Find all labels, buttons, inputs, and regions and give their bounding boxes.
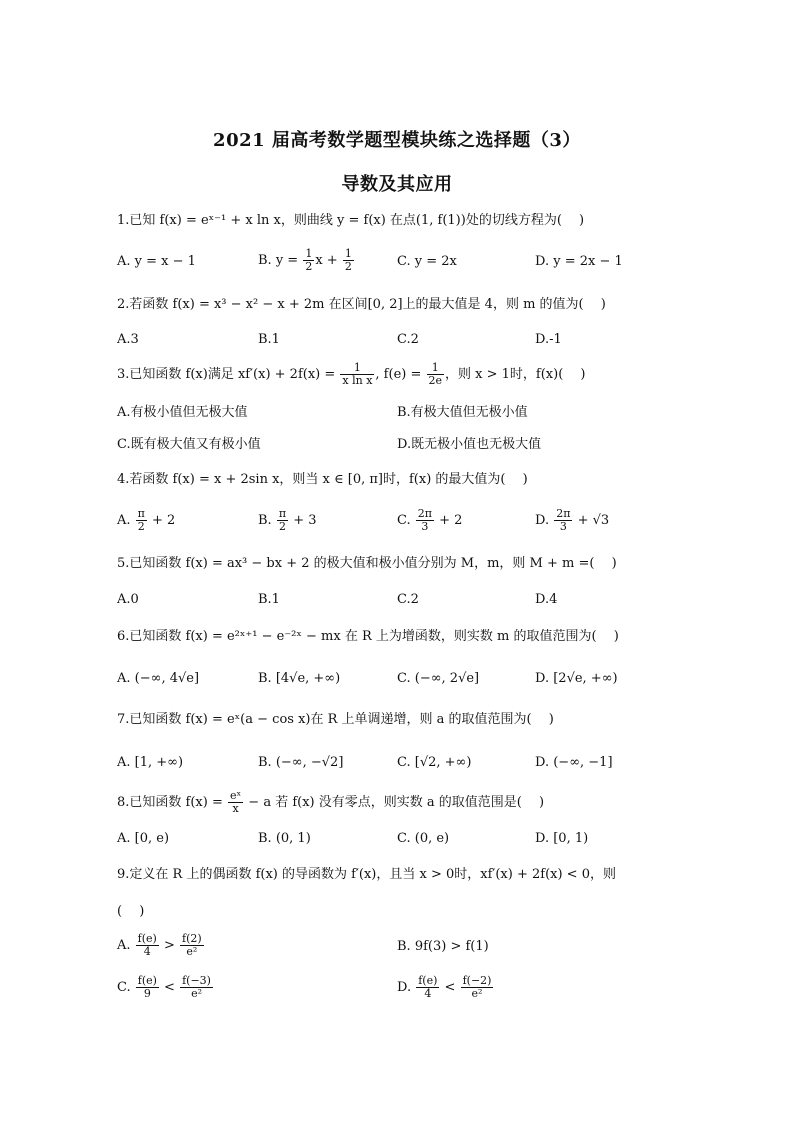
question-9-stem: 9.定义在 R 上的偶函数 f(x) 的导函数为 f′(x)，且当 x > 0时，xf′(x) + 2f(x) < 0，则: [117, 867, 616, 882]
question-5-stem: 5.已知函数 f(x) = ax³ − bx + 2 的极大值和极小值分别为 M，m，则 M + m =( ): [117, 556, 617, 571]
q2-option-b: B.1: [258, 332, 280, 347]
q9-option-a: A. $\frac{f(e)}{4}$ > $\frac{f(2)}{\text{e²}}$: [117, 932, 202, 958]
q4-option-b: B. $\frac{\pi}{2}$ + 3: [258, 507, 317, 533]
question-6-stem: 6.已知函数 f(x) = e²ˣ⁺¹ − e⁻²ˣ − mx 在 R 上为增函数，则实数 m 的取值范围为( ): [117, 629, 619, 644]
q7-option-a: A. [1, +∞): [117, 755, 184, 770]
q1-option-d: D. y = 2x − 1: [535, 254, 623, 269]
q8-option-d: D. [0, 1): [535, 831, 589, 846]
q2-option-a: A.3: [117, 332, 139, 347]
question-4-stem: 4.若函数 f(x) = x + 2sin x，则当 x ∈ [0, π]时，f(x) 的最大值为( ): [117, 472, 528, 487]
question-8-stem: 8.已知函数 f(x) = $\frac{\text{eˣ}}{x}$ − a 若 f(x) 没有零点，则实数 a 的取值范围是( ): [117, 789, 545, 815]
q6-option-d: D. [2√e, +∞): [535, 671, 618, 686]
q9-option-c: C. $\frac{f(e)}{9}$ < $\frac{f(-3)}{\text{e²}}$: [117, 974, 211, 1000]
q6-option-c: C. (−∞, 2√e]: [397, 671, 480, 686]
page-title: 2021 届高考数学题型模块练之选择题（3）: [213, 130, 581, 151]
q3-option-a: A.有极小值但无极大值: [117, 405, 248, 420]
q5-option-b: B.1: [258, 592, 280, 607]
question-2-stem: 2.若函数 f(x) = x³ − x² − x + 2m 在区间[0, 2]上的最大值是 4，则 m 的值为( ): [117, 297, 606, 312]
q4-option-d: D. $\frac{2\pi}{3}$ + √3: [535, 507, 610, 533]
q1-option-b: B. y = $\frac{1}{2}$ x + $\frac{1}{2}$: [258, 247, 352, 273]
question-7-stem: 7.已知函数 f(x) = eˣ(a − cos x)在 R 上单调递增，则 a 的取值范围为( ): [117, 712, 554, 727]
q7-option-d: D. (−∞, −1]: [535, 755, 613, 770]
question-1-stem: 1.已知 f(x) = eˣ⁻¹ + x ln x，则曲线 y = f(x) 在点(1, f(1))处的切线方程为( ): [117, 213, 585, 228]
q7-option-c: C. [√2, +∞): [397, 755, 472, 770]
q2-option-d: D.-1: [535, 332, 562, 347]
page-subtitle: 导数及其应用: [341, 174, 453, 195]
q2-option-c: C.2: [397, 332, 419, 347]
q8-option-a: A. [0, e): [117, 831, 170, 846]
question-3-stem: 3.已知函数 f(x)满足 xf′(x) + 2f(x) = $\frac{1}{\text{x ln x}}$ , f(e) = $\frac{1}{2e}$ ，则 x > 1时，f(x)( ): [117, 361, 586, 387]
q8-option-b: B. (0, 1): [258, 831, 311, 846]
q1-option-c: C. y = 2x: [397, 254, 457, 269]
q4-option-c: C. $\frac{2\pi}{3}$ + 2: [397, 507, 463, 533]
q5-option-d: D.4: [535, 592, 558, 607]
q1-option-a: A. y = x − 1: [117, 254, 196, 269]
question-9-stem-cont: ( ): [117, 904, 145, 919]
q3-option-d: D.既无极小值也无极大值: [397, 437, 542, 452]
q3-option-b: B.有极大值但无极小值: [397, 405, 528, 420]
q9-option-d: D. $\frac{f(e)}{4}$ < $\frac{f(-2)}{\text{e²}}$: [397, 974, 492, 1000]
q7-option-b: B. (−∞, −√2]: [258, 755, 344, 770]
q6-option-b: B. [4√e, +∞): [258, 671, 341, 686]
q6-option-a: A. (−∞, 4√e]: [117, 671, 200, 686]
q9-option-b: B. 9f(3) > f(1): [397, 939, 489, 954]
q3-option-c: C.既有极大值又有极小值: [117, 437, 261, 452]
q8-option-c: C. (0, e): [397, 831, 450, 846]
q5-option-c: C.2: [397, 592, 419, 607]
q5-option-a: A.0: [117, 592, 139, 607]
q4-option-a: A. $\frac{\pi}{2}$ + 2: [117, 507, 176, 533]
